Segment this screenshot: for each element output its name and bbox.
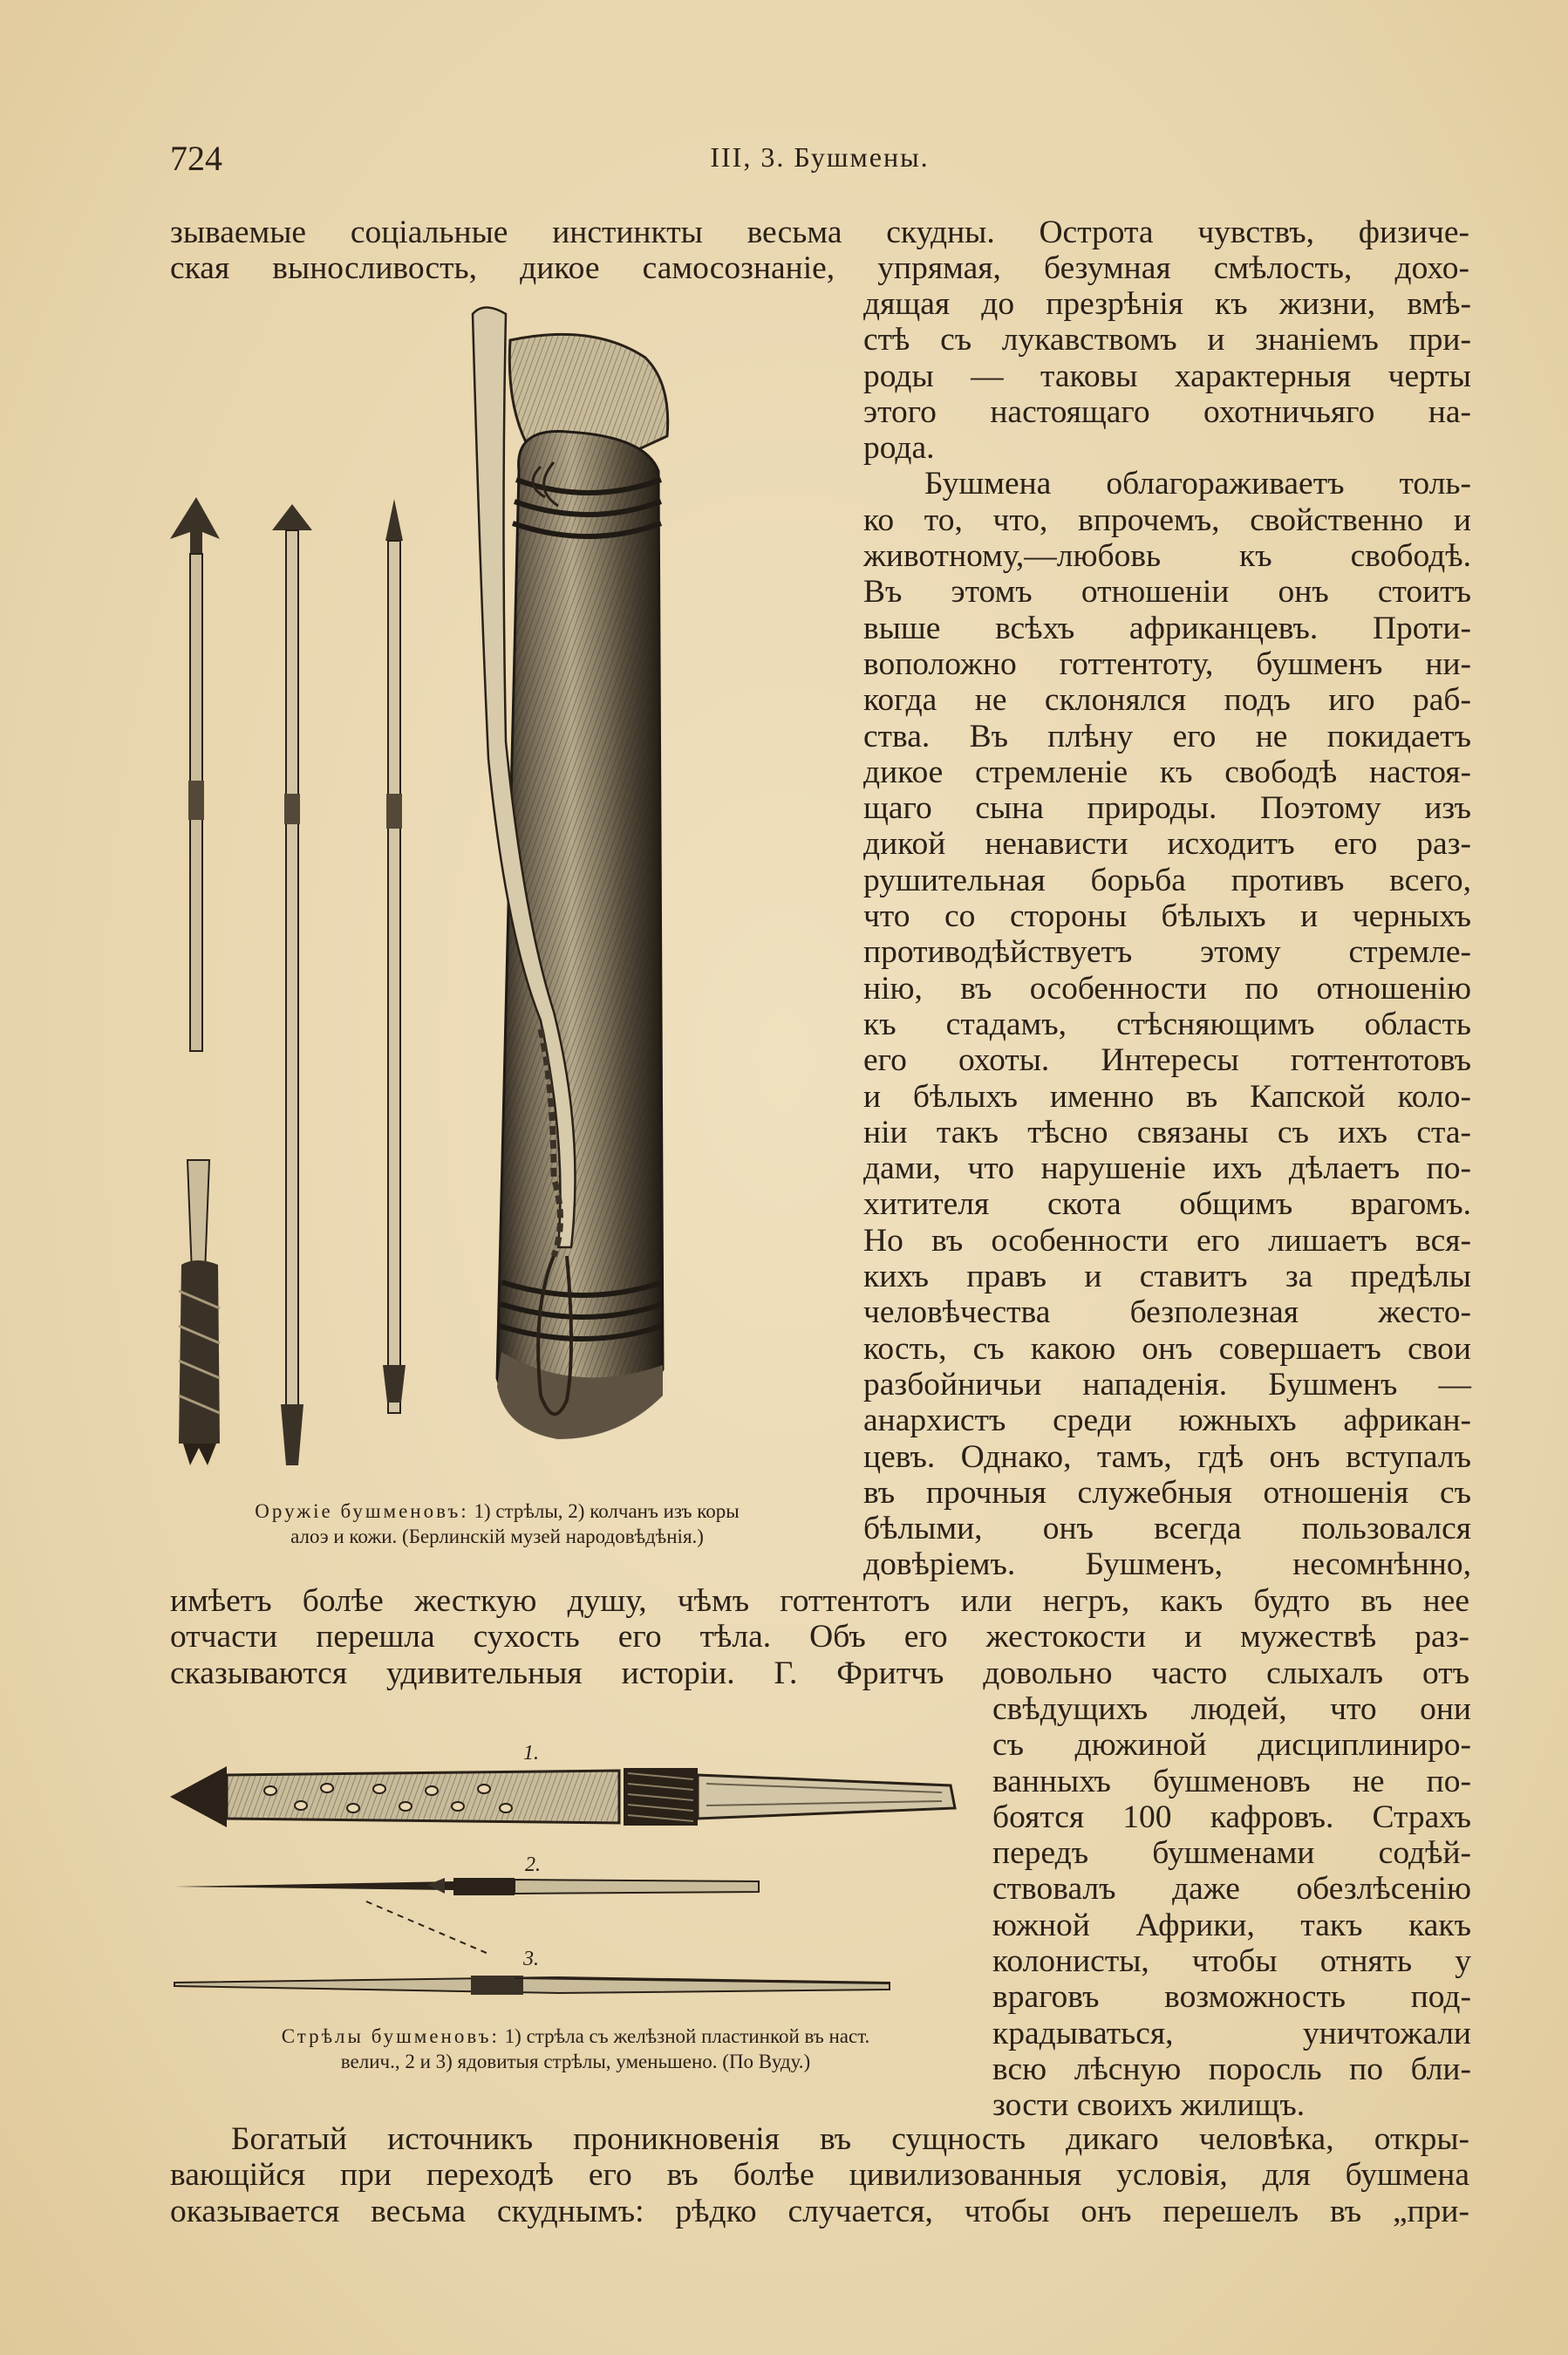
text-line: роды — таковы характерныя черты: [863, 358, 1471, 394]
text-line: съ дюжиной дисциплиниро-: [992, 1727, 1471, 1764]
text-line: ствовалъ даже обезлѣсенію: [992, 1871, 1471, 1908]
figure-1-caption-rest: 1) стрѣлы, 2) колчанъ изъ коры: [468, 1500, 740, 1522]
text-line: имѣетъ болѣе жесткую душу, чѣмъ готтентотъ или негръ, какъ будто въ нее: [170, 1583, 1469, 1619]
text-line: отчасти перешла сухость его тѣла. Объ его жестокости и мужествѣ раз-: [170, 1619, 1469, 1655]
text-line: животному,—любовь къ свободѣ.: [863, 538, 1471, 575]
figure-1-caption-title: Оружіе бушменовъ:: [255, 1500, 469, 1522]
arrow-label-1: 1.: [523, 1742, 539, 1765]
middle-paragraph: [170, 1583, 1469, 1691]
arrow-detail-1-icon: [170, 1766, 955, 1827]
text-line: дами, что нарушеніе ихъ дѣлаетъ по-: [863, 1150, 1471, 1187]
text-line: рода.: [863, 430, 935, 467]
arrow-detail-3-icon: [174, 1976, 890, 1995]
text-line: всю лѣсную поросль по бли-: [992, 2051, 1471, 2087]
text-line: ская выносливость, дикое самосознаніе, упрямая, безумная смѣлость, дохо-: [170, 250, 1469, 287]
text-line: ко то, что, впрочемъ, свойственно и: [863, 502, 1471, 538]
running-title: III, 3. Бушмены.: [710, 141, 930, 173]
text-line: выше всѣхъ африканцевъ. Проти-: [863, 610, 1471, 646]
text-line: вающійся при переходѣ его въ болѣе цивилизованныя условія, для бушмена: [170, 2157, 1469, 2194]
text-line: довѣріемъ. Бушменъ, несомнѣнно,: [863, 1546, 1471, 1583]
text-line: свѣдущихъ людей, что они: [992, 1691, 1471, 1727]
text-line: боятся 100 кафровъ. Страхъ: [992, 1799, 1471, 1835]
text-line: южной Африки, такъ какъ: [992, 1907, 1471, 1943]
arrow-1-icon: [170, 497, 220, 1465]
text-line: крадываться, уничтожали: [992, 2015, 1471, 2051]
text-line: противодѣйствуетъ этому стремле-: [863, 934, 1471, 971]
text-line: этого настоящаго охотничьяго на-: [863, 393, 1471, 430]
text-line: дикой ненависти исходитъ его раз-: [863, 826, 1471, 863]
figure-2-caption-title: Стрѣлы бушменовъ:: [281, 2025, 500, 2047]
text-line: Въ этомъ отношеніи онъ стоитъ: [863, 574, 1471, 611]
figure-arrows-illustration: [166, 1731, 977, 2010]
text-line: ства. Въ плѣну его не покидаетъ: [863, 718, 1471, 754]
text-line: ванныхъ бушменовъ не по-: [992, 1763, 1471, 1799]
text-line: человѣчества безполезная жесто-: [863, 1294, 1471, 1331]
text-line: что со стороны бѣлыхъ и черныхъ: [863, 898, 1471, 935]
text-line: кихъ правъ и ставитъ за предѣлы: [863, 1259, 1471, 1295]
figure-1-caption: [166, 1498, 828, 1549]
arrow-3-icon: [383, 499, 406, 1413]
text-line: и бѣлыхъ именно въ Капской коло-: [863, 1078, 1471, 1115]
text-line: рушительная борьба противъ всего,: [863, 862, 1471, 898]
right-column-text: [863, 286, 1471, 1583]
text-line: передъ бушменами содѣй-: [992, 1835, 1471, 1872]
text-line: Богатый источникъ проникновенія въ сущность дикаго человѣка, откры-: [231, 2121, 1469, 2157]
text-line: разбойничьи нападенія. Бушменъ —: [863, 1366, 1471, 1403]
text-line: воположно готтентоту, бушменъ ни-: [863, 645, 1471, 682]
text-line: колонисты, чтобы отнять у: [992, 1943, 1471, 1980]
figure-weapons-illustration: [157, 305, 846, 1483]
text-line: Бушмена облагораживаетъ толь-: [924, 466, 1471, 502]
text-line: анархистъ среди южныхъ африкан-: [863, 1403, 1471, 1439]
text-line: щаго сына природы. Поэтому изъ: [863, 790, 1471, 827]
figure-2-caption: [166, 2024, 985, 2074]
text-line: хитителя скота общимъ врагомъ.: [863, 1186, 1471, 1223]
arrow-2-icon: [272, 504, 312, 1465]
text-line: враговъ возможность под-: [992, 1979, 1471, 2016]
text-line: цевъ. Однако, тамъ, гдѣ онъ вступалъ: [863, 1438, 1471, 1475]
top-paragraph: [170, 215, 1469, 287]
text-line: Но въ особенности его лишаетъ вся-: [863, 1222, 1471, 1259]
text-line: когда не склонялся подъ иго раб-: [863, 682, 1471, 719]
text-line: дикое стремленіе къ свободѣ настоя-: [863, 754, 1471, 790]
arrow-label-2: 2.: [525, 1853, 541, 1876]
text-line: бѣлыми, онъ всегда пользовался: [863, 1511, 1471, 1547]
text-line: зываемые соціальные инстинкты весьма скудны. Острота чувствъ, физиче-: [170, 215, 1469, 250]
right-column-text-2: [992, 1691, 1471, 2124]
text-line: ніи такъ тѣсно связаны съ ихъ ста-: [863, 1114, 1471, 1150]
bottom-paragraph: [170, 2121, 1469, 2229]
figure-2-caption-line2: велич., 2 и 3) ядовитыя стрѣлы, уменьшено. (По Вуду.): [340, 2051, 811, 2072]
text-line: оказывается весьма скуднымъ: рѣдко случается, чтобы онъ перешелъ въ „при-: [170, 2193, 1469, 2229]
text-line: кость, съ какою онъ совершаетъ свои: [863, 1330, 1471, 1367]
text-line: нію, въ особенности по отношенію: [863, 970, 1471, 1007]
arrow-label-3: 3.: [523, 1948, 539, 1970]
text-line: сказываются удивительныя исторіи. Г. Фритчъ довольно часто слыхалъ отъ: [170, 1655, 1469, 1691]
figure-1-caption-line2: алоэ и кожи. (Берлинскій музей народовѣдѣнія.): [290, 1526, 704, 1547]
text-line: зости своихъ жилищъ.: [992, 2087, 1306, 2124]
text-line: стѣ съ лукавствомъ и знаніемъ при-: [863, 322, 1471, 358]
arrow-detail-2-icon: [174, 1878, 759, 1895]
text-line: въ прочныя служебныя отношенія съ: [863, 1474, 1471, 1511]
text-line: къ стадамъ, стѣсняющимъ область: [863, 1006, 1471, 1042]
figure-2-caption-rest: 1) стрѣла съ желѣзной пластинкой въ наст.: [499, 2025, 870, 2047]
page-header: [170, 138, 1469, 187]
page-number: 724: [170, 139, 222, 178]
text-line: его охоты. Интересы готтентотовъ: [863, 1042, 1471, 1079]
quiver-icon: [473, 308, 668, 1440]
pointer-line: [366, 1901, 488, 1954]
text-line: дящая до презрѣнія къ жизни, вмѣ-: [863, 286, 1471, 322]
